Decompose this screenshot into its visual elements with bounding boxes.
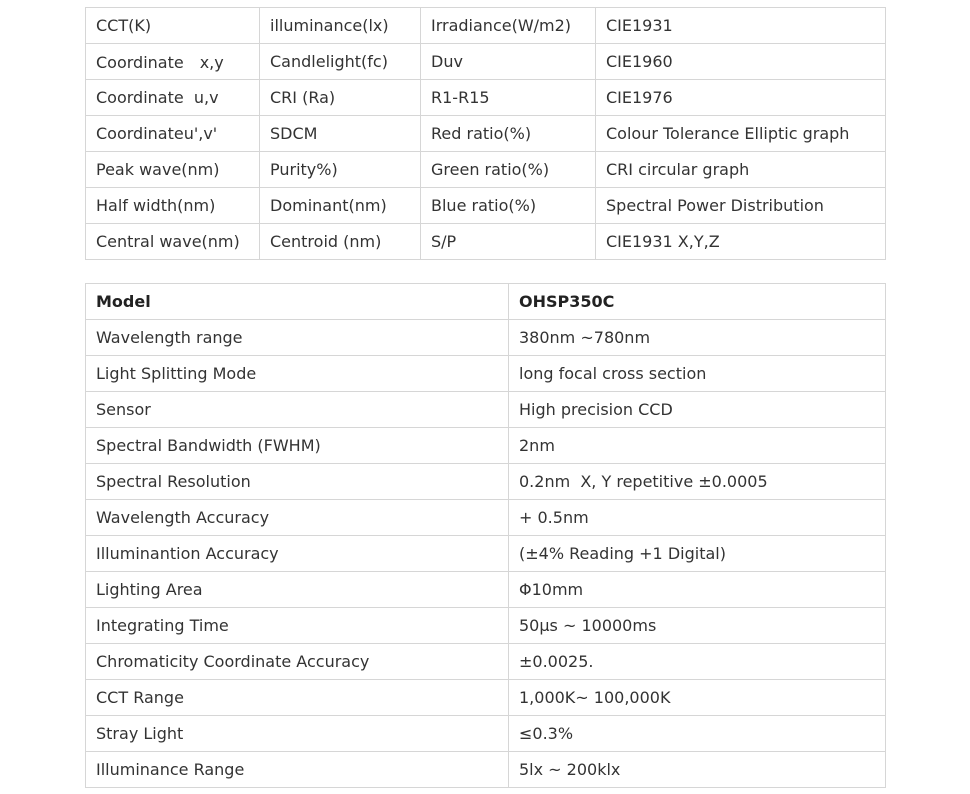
table-cell: CCT(K) <box>86 8 260 44</box>
spec-value: Φ10mm <box>509 572 886 608</box>
table-cell: Central wave(nm) <box>86 224 260 260</box>
spec-label: Spectral Bandwidth (FWHM) <box>86 428 509 464</box>
table-cell: Centroid (nm) <box>260 224 421 260</box>
header-cell-model-value: OHSP350C <box>509 284 886 320</box>
table-row <box>86 608 886 644</box>
spec-value: (±4% Reading +1 Digital) <box>509 536 886 572</box>
table-cell: illuminance(lx) <box>260 8 421 44</box>
spec-label: Illuminantion Accuracy <box>86 536 509 572</box>
table-row <box>86 644 886 680</box>
table-row <box>86 428 886 464</box>
spec-label: Sensor <box>86 392 509 428</box>
table-cell: R1-R15 <box>421 80 596 116</box>
table-cell: Colour Tolerance Elliptic graph <box>596 116 886 152</box>
table-row <box>86 752 886 788</box>
table-cell: Coordinate u,v <box>86 80 260 116</box>
spec-label: Wavelength range <box>86 320 509 356</box>
spec-value: 2nm <box>509 428 886 464</box>
parameters-table <box>85 7 886 260</box>
table-row <box>86 716 886 752</box>
table-row <box>86 500 886 536</box>
spec-value: ±0.0025. <box>509 644 886 680</box>
table-cell: Duv <box>421 44 596 80</box>
table-cell: CRI circular graph <box>596 152 886 188</box>
table-row <box>86 152 886 188</box>
spec-label: Lighting Area <box>86 572 509 608</box>
spec-label: Illuminance Range <box>86 752 509 788</box>
spec-value: 5lx ~ 200klx <box>509 752 886 788</box>
table-cell: Candlelight(fc) <box>260 44 421 80</box>
spec-value: long focal cross section <box>509 356 886 392</box>
spec-label: Light Splitting Mode <box>86 356 509 392</box>
table-row <box>86 536 886 572</box>
table-cell: Red ratio(%) <box>421 116 596 152</box>
table-cell: Purity%) <box>260 152 421 188</box>
table-row <box>86 320 886 356</box>
spec-value: 1,000K~ 100,000K <box>509 680 886 716</box>
table-cell: Green ratio(%) <box>421 152 596 188</box>
spec-label: Spectral Resolution <box>86 464 509 500</box>
table-cell: Peak wave(nm) <box>86 152 260 188</box>
table-row <box>86 464 886 500</box>
table-cell: Spectral Power Distribution <box>596 188 886 224</box>
table-cell: CRI (Ra) <box>260 80 421 116</box>
table-row <box>86 116 886 152</box>
spec-label: Wavelength Accuracy <box>86 500 509 536</box>
spec-label: CCT Range <box>86 680 509 716</box>
table-row <box>86 188 886 224</box>
table-row <box>86 44 886 80</box>
spec-value: 50μs ~ 10000ms <box>509 608 886 644</box>
spec-value: 0.2nm X, Y repetitive ±0.0005 <box>509 464 886 500</box>
table-cell: Blue ratio(%) <box>421 188 596 224</box>
table-row <box>86 8 886 44</box>
table-row <box>86 392 886 428</box>
spec-label: Chromaticity Coordinate Accuracy <box>86 644 509 680</box>
table-cell: Dominant(nm) <box>260 188 421 224</box>
table-cell: CIE1960 <box>596 44 886 80</box>
table-row <box>86 80 886 116</box>
spec-value: ≤0.3% <box>509 716 886 752</box>
header-cell-model-label: Model <box>86 284 509 320</box>
table-cell: Half width(nm) <box>86 188 260 224</box>
table-cell: Coordinate x,y <box>86 44 260 80</box>
table-row <box>86 356 886 392</box>
table-cell: CIE1976 <box>596 80 886 116</box>
specifications-table <box>85 283 886 788</box>
table-cell: Coordinateu',v' <box>86 116 260 152</box>
table-row <box>86 680 886 716</box>
table-header-row <box>86 284 886 320</box>
spec-value: + 0.5nm <box>509 500 886 536</box>
spec-value: 380nm ~780nm <box>509 320 886 356</box>
spec-label: Integrating Time <box>86 608 509 644</box>
table-row <box>86 572 886 608</box>
table-cell: S/P <box>421 224 596 260</box>
table-cell: SDCM <box>260 116 421 152</box>
spec-label: Stray Light <box>86 716 509 752</box>
table-cell: CIE1931 <box>596 8 886 44</box>
table-row <box>86 224 886 260</box>
table-cell: CIE1931 X,Y,Z <box>596 224 886 260</box>
table-cell: Irradiance(W/m2) <box>421 8 596 44</box>
spec-value: High precision CCD <box>509 392 886 428</box>
